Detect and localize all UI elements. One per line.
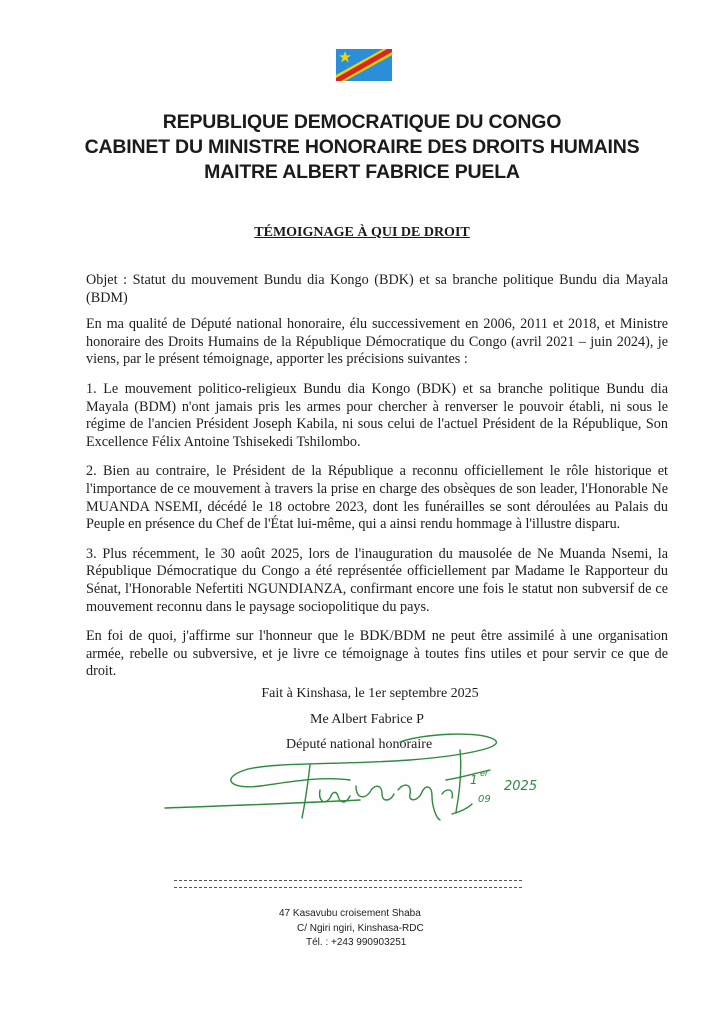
footer-divider bbox=[174, 880, 522, 888]
svg-text:1: 1 bbox=[470, 773, 478, 787]
letterhead-name: MAITRE ALBERT FABRICE PUELA bbox=[204, 161, 520, 183]
handwritten-signature bbox=[160, 720, 560, 825]
svg-text:er: er bbox=[480, 769, 489, 778]
letterhead-country: REPUBLIQUE DEMOCRATIQUE DU CONGO bbox=[162, 111, 562, 133]
document-body bbox=[86, 272, 668, 693]
point-2-paragraph: 2. Bien au contraire, le Président de la République a reconnu officiellement le rôle historique et l'importance de ce mouvement à travers la prise en charge des obsèques de son leader, l'Honorable Ne MUANDA NSEMI, décédé le 18 octobre 2023, dont les funérailles se sont déroulées au Palais du Peuple en présence du Chef de l'État lui-même, qui a ainsi rendu hommage à l'illustre disparu. bbox=[86, 463, 668, 533]
drc-flag-icon bbox=[336, 49, 392, 81]
signatory-role: Député national honoraire bbox=[286, 737, 433, 752]
svg-text:09: 09 bbox=[478, 794, 491, 805]
svg-text:2025: 2025 bbox=[504, 779, 538, 794]
letterhead-cabinet: CABINET DU MINISTRE HONORAIRE DES DROITS HUMAINS bbox=[84, 136, 640, 158]
point-1-paragraph: 1. Le mouvement politico-religieux Bundu dia Kongo (BDK) et sa branche politique Bundu dia Mayala (BDM) n'ont jamais pris les armes pour chercher à renverser le pouvoir établi, ni sous le régime de l'ancien Président Joseph Kabila, ni sous celui de l'actuel Président de la République, Son Excellence Félix Antoine Tshisekedi Tshilombo. bbox=[86, 380, 668, 450]
address-line-1: 47 Kasavubu croisement Shaba bbox=[279, 908, 421, 919]
place-date: Fait à Kinshasa, le 1er septembre 2025 bbox=[261, 686, 479, 701]
document-title: TÉMOIGNAGE À QUI DE DROIT bbox=[254, 225, 470, 240]
footer-address bbox=[262, 907, 442, 951]
intro-paragraph: En ma qualité de Député national honoraire, élu successivement en 2006, 2011 et 2018, et Ministre honoraire des Droits Humains de la République Démocratique du Congo (avril 2021 – juin 2024), je viens, par le présent témoignage, apporter les précisions suivantes : bbox=[86, 316, 668, 368]
subject-line: Objet : Statut du mouvement Bundu dia Kongo (BDK) et sa branche politique Bundu dia Mayala (BDM) bbox=[86, 272, 668, 306]
conclusion-paragraph: En foi de quoi, j'affirme sur l'honneur que le BDK/BDM ne peut être assimilé à une organisation armée, rebelle ou subversive, et je livre ce témoignage à toutes fins utiles et pour servir ce que de droit. bbox=[86, 628, 668, 680]
phone-line: Tél. : +243 990903251 bbox=[306, 937, 407, 948]
address-line-2: C/ Ngiri ngiri, Kinshasa-RDC bbox=[297, 922, 424, 934]
point-3-paragraph: 3. Plus récemment, le 30 août 2025, lors de l'inauguration du mausolée de Ne Muanda Nsemi, la République Démocratique du Congo a été représentée officiellement par Madame le Rapporteur du Sénat, l'Honorable Nefertiti NGUNDIANZA, confirmant encore une fois le statut non subversif de ce mouvement reconnu dans le paysage sociopolitique du pays. bbox=[86, 545, 668, 615]
letterhead bbox=[60, 110, 664, 185]
signatory-name: Me Albert Fabrice P bbox=[310, 712, 424, 727]
